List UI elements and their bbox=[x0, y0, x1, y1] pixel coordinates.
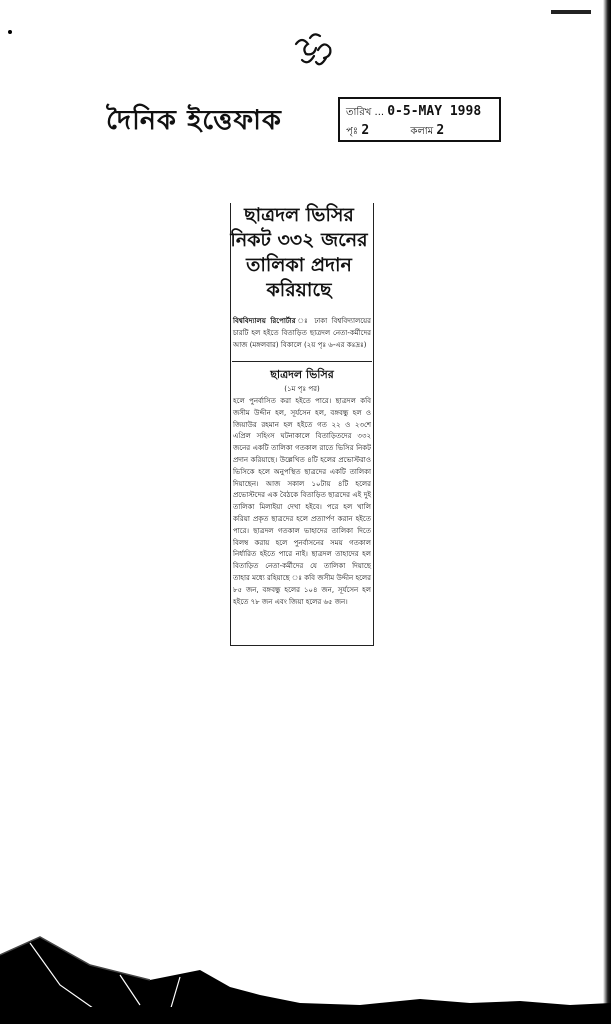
section-divider bbox=[232, 361, 372, 362]
ink-dot bbox=[8, 30, 12, 34]
column-label: কলাম bbox=[410, 126, 434, 137]
page-value: 2 bbox=[361, 123, 370, 138]
news-clipping bbox=[230, 203, 374, 646]
article-headline: ছাত্রদল ভিসির নিকট ৩৩২ জনের তালিকা প্রদান করিয়াছে bbox=[230, 204, 368, 301]
handwritten-corner-mark bbox=[288, 30, 338, 80]
article-byline: বিশ্ববিদ্যালয় রিপোর্টার bbox=[233, 317, 296, 325]
continuation-headline: ছাত্রদল ভিসির bbox=[270, 368, 334, 381]
article-lead bbox=[233, 315, 371, 351]
date-value: 0-5-MAY 1998 bbox=[387, 104, 482, 119]
article-body: হলে পুনর্বাসিত করা হইতে পারে। ছাত্রদল কবি জসীম উদ্দীন হল, সূর্যসেন হল, বঙ্গবন্ধু হল ও জিয়াউর রহমান হল হইতে গত ২২ ও ২৩শে এপ্রিল সহিংস ঘটনাকালে বিতাড়িতদের ৩৩২ জনের একটি তালিকা গতকাল রাতে ভিসির নিকট প্রদান করিয়াছে। উল্লেখিত ৪টি হলের প্রভোস্টরাও ভিসিকে হলে অনুপস্থিত ছাত্রদের একটি তালিকা দিয়াছেন। আজ সকাল ১০টায় ৪টি হলের প্রভোস্টদের এক বৈঠকে বিতাড়িত ছাত্রদের এই দুই তালিকা মিলাইয়া দেখা হইবে। পরে হল খালি করিয়া প্রকৃত ছাত্রদের হলে প্রত্যার্পণ করান হইতে পারে। ছাত্রদল গতকাল ভাহাদের তালিকা দিতে বিলম্ব করায় হলে পুনর্বাসনের সময় গতকাল নির্ধারিত হইতে পারে নাই। ছাত্রদল তাহাদের হল বিতাড়িত নেতা-কর্মীদের যে তালিকা দিয়াছে তাহার মধ্যে রহিয়াছে ঃ কবি জসীম উদ্দীন হলের ৮৫ জন, বঙ্গবন্ধু হলের ১০৪ জন, সূর্যসেন হল হইতে ৭৮ জন এবং জিয়া হলের ৬৫ জন। bbox=[233, 397, 371, 606]
torn-page-bottom bbox=[0, 925, 611, 1024]
top-smudge bbox=[551, 10, 591, 14]
article-lead-text: ঃ ঢাকা বিশ্ববিদ্যালয়ের চারটি হল হইতে বিতাড়িত ছাত্রদল নেতা-কর্মীদের আজ (মঙ্গলবার) বিকালে (২য় পৃঃ ৬-এর কঃদ্রঃ) bbox=[233, 317, 371, 349]
date-label: তারিখ ... bbox=[346, 107, 385, 118]
date-stamp bbox=[338, 97, 501, 142]
page-label: পৃঃ bbox=[346, 126, 359, 137]
scan-edge bbox=[603, 0, 611, 1024]
newspaper-masthead: দৈনিক ইত্তেফাক bbox=[106, 105, 282, 136]
column-value: 2 bbox=[436, 123, 445, 138]
continuation-subhead: (১ম পৃঃ পর) bbox=[284, 385, 320, 393]
